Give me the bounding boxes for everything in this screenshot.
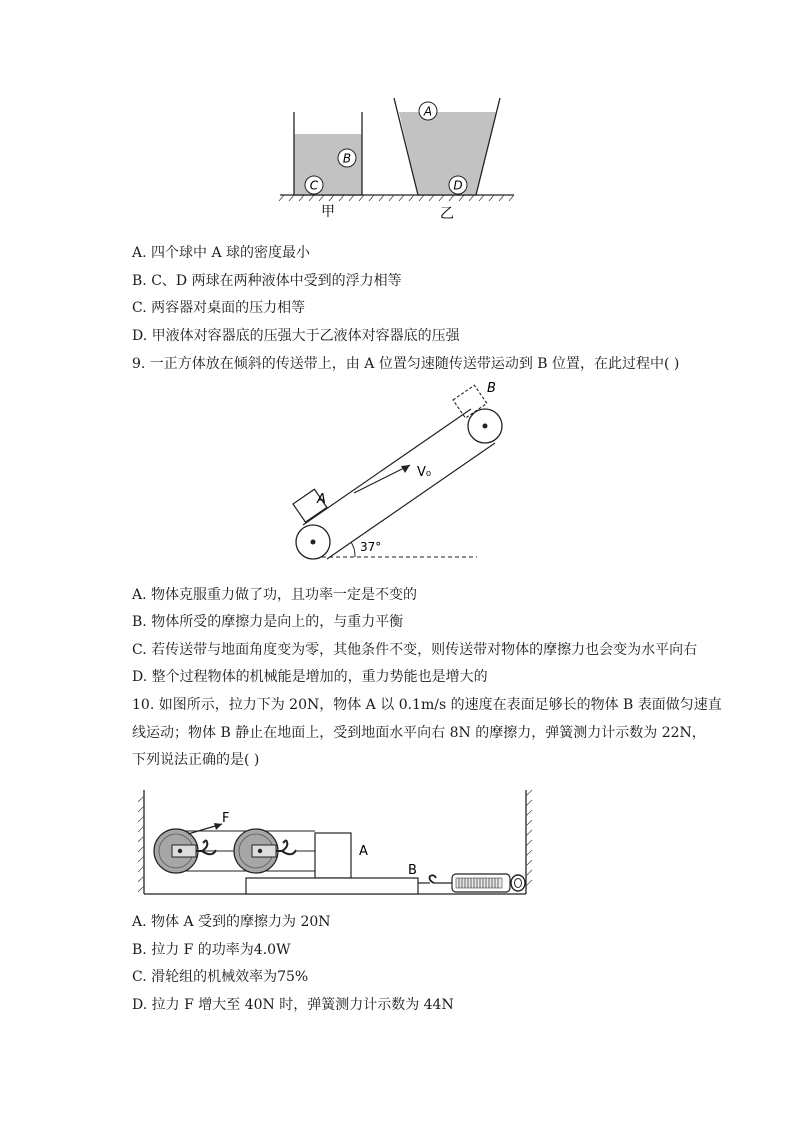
ball-a [419, 102, 437, 120]
svg-text:A: A [423, 104, 433, 119]
q8-option-c: C. 两容器对桌面的压力相等 [132, 300, 306, 316]
label-a: A [317, 492, 326, 507]
lower-pulley [296, 525, 330, 559]
q10-stem-line-1: 10. 如图所示，拉力下为 20N，物体 A 以 0.1m/s 的速度在表面足够长的物体 B 表面做匀速直 [132, 697, 722, 713]
pulley-right [234, 829, 315, 873]
ball-b [338, 149, 356, 167]
q10-pulley-figure [130, 788, 540, 900]
q10-option-b: B. 拉力 F 的功率为4.0W [132, 942, 291, 958]
label-f: F [222, 811, 230, 826]
q9-option-c: C. 若传送带与地面角度变为零，其他条件不变，则传送带对物体的摩擦力也会变为水平向右 [132, 642, 698, 658]
container-yi-liquid [399, 112, 496, 195]
belt-bottom [327, 443, 495, 559]
q10-stem-line-2: 线运动；物体 B 静止在地面上，受到地面水平向右 8N 的摩擦力，弹簧测力计示数为 22N， [132, 725, 706, 741]
svg-text:B: B [342, 151, 352, 166]
label-yi: 乙 [440, 206, 454, 222]
label-jia: 甲 [321, 204, 335, 220]
q9-conveyor-figure [275, 376, 496, 566]
angle-arc [351, 542, 355, 557]
ground-hatch [279, 195, 514, 201]
ball-d [449, 176, 467, 194]
angle-label: 37° [360, 540, 382, 554]
q8-option-a: A. 四个球中 A 球的密度最小 [132, 245, 311, 261]
q10-stem-line-3: 下列说法正确的是( ) [132, 752, 260, 768]
ball-c [305, 176, 323, 194]
q9-option-b: B. 物体所受的摩擦力是向上的，与重力平衡 [132, 614, 404, 630]
q9-stem: 9. 一正方体放在倾斜的传送带上，由 A 位置匀速随传送带运动到 B 位置，在此过程中( ) [132, 356, 680, 372]
label-b: B [487, 381, 496, 396]
belt-top [303, 409, 471, 525]
q8-option-b: B. C、D 两球在两种液体中受到的浮力相等 [132, 273, 402, 289]
block-a [315, 833, 351, 878]
spring-scale [418, 874, 525, 892]
label-b: B [408, 863, 417, 878]
q8-containers-figure [270, 92, 530, 224]
q9-option-a: A. 物体克服重力做了功，且功率一定是不变的 [132, 587, 418, 603]
label-a: A [359, 844, 368, 859]
q8-option-d: D. 甲液体对容器底的压强大于乙液体对容器底的压强 [132, 328, 460, 344]
svg-text:C: C [309, 178, 319, 193]
q10-option-d: D. 拉力 F 增大至 40N 时，弹簧测力计示数为 44N [132, 997, 454, 1013]
q10-option-c: C. 滑轮组的机械效率为75% [132, 969, 309, 985]
board-b [246, 878, 418, 894]
svg-text:D: D [453, 178, 463, 193]
velocity-arrow [354, 465, 410, 493]
velocity-label: V₀ [417, 465, 432, 480]
q10-option-a: A. 物体 A 受到的摩擦力为 20N [132, 914, 331, 930]
q9-option-d: D. 整个过程物体的机械能是增加的，重力势能也是增大的 [132, 669, 488, 685]
force-f-arrowhead [214, 823, 222, 830]
upper-pulley [468, 409, 502, 443]
